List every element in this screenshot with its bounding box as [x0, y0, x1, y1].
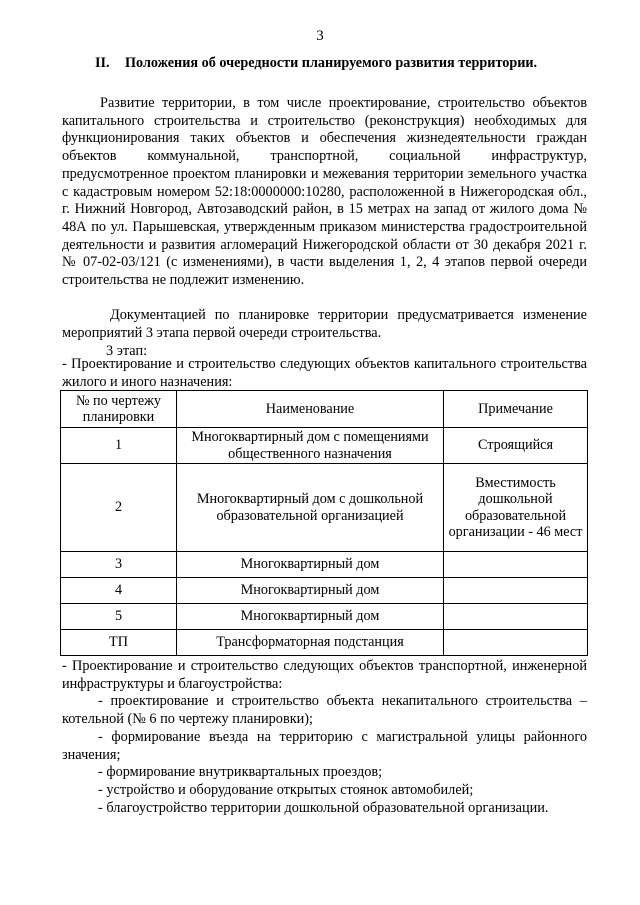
table-header-row — [61, 391, 588, 428]
section-heading — [95, 55, 537, 72]
cell-name: Многоквартирный дом — [177, 604, 444, 630]
cell-note — [444, 552, 588, 578]
bullet-item: - формирование внутриквартальных проездов; — [98, 764, 383, 780]
transport-objects-intro: - Проектирование и строительство следующих объектов транспортной, инженерной инфраструктуры и благоустройства: — [62, 658, 587, 692]
objects-table — [60, 390, 588, 656]
bullet-item: - проектирование и строительство объекта некапитального строительства – котельной (№ 6 по чертежу планировки); — [62, 693, 587, 727]
table-row — [61, 428, 588, 464]
cell-name: Многоквартирный дом — [177, 578, 444, 604]
table-row — [61, 604, 588, 630]
section-title: Положения об очередности планируемого развития территории. — [125, 55, 538, 71]
header-name: Наименование — [177, 391, 444, 428]
cell-number: 3 — [61, 552, 177, 578]
table-row — [61, 464, 588, 552]
bullet-item: - устройство и оборудование открытых стоянок автомобилей; — [98, 782, 474, 798]
section-number: II. — [95, 55, 110, 71]
bullet-item: - формирование въезда на территорию с магистральной улицы районного значения; — [62, 729, 587, 763]
cell-number: ТП — [61, 630, 177, 656]
header-number: № по чертежу планировки — [61, 391, 177, 428]
cell-name: Многоквартирный дом с дошкольной образовательной организацией — [177, 464, 444, 552]
paragraph-development: Развитие территории, в том числе проектирование, строительство объектов капитального строительства и строительство (реконструкция) необходимых для функционирования таких объектов и обеспечения жизнедеятельности граждан объектов коммунальной, транспортной, социальной инфраструктур, предусмотренное проектом планировки и межевания территории земельного участка с кадастровым номером 52:18:0000000:10280, расположенной в Нижегородская обл., г. Нижний Новгород, Автозаводский район, в 15 метрах на запад от жилого дома № 48А по ул. Парышевская, утвержденным приказом министерства градостроительной деятельности и развития агломераций Нижегородской области от 30 декабря 2021 г. № 07-02-03/121 (с изменениями), в части выделения 1, 2, 4 этапов первой очереди строительства не подлежит изменению. — [62, 95, 587, 289]
bullet-item: - благоустройство территории дошкольной образовательной организации. — [98, 800, 549, 816]
cell-number: 2 — [61, 464, 177, 552]
header-note: Примечание — [444, 391, 588, 428]
table-row — [61, 630, 588, 656]
cell-note — [444, 630, 588, 656]
paragraph-documentation: Документацией по планировке территории предусматривается изменение мероприятий 3 этапа первой очереди строительства. — [62, 307, 587, 341]
cell-note: Вместимость дошкольной образовательной организации - 46 мест — [444, 464, 588, 552]
cell-name: Многоквартирный дом с помещениями общественного назначения — [177, 428, 444, 464]
table-row — [61, 552, 588, 578]
cell-number: 4 — [61, 578, 177, 604]
page-number: 3 — [316, 28, 324, 44]
cell-name: Многоквартирный дом — [177, 552, 444, 578]
cell-note — [444, 604, 588, 630]
cell-name: Трансформаторная подстанция — [177, 630, 444, 656]
cell-number: 5 — [61, 604, 177, 630]
cell-note — [444, 578, 588, 604]
stage-label: 3 этап: — [106, 343, 148, 359]
cell-number: 1 — [61, 428, 177, 464]
capital-objects-intro: - Проектирование и строительство следующих объектов капитального строительства жилого и иного назначения: — [62, 356, 587, 390]
cell-note: Строящийся — [444, 428, 588, 464]
table-row — [61, 578, 588, 604]
